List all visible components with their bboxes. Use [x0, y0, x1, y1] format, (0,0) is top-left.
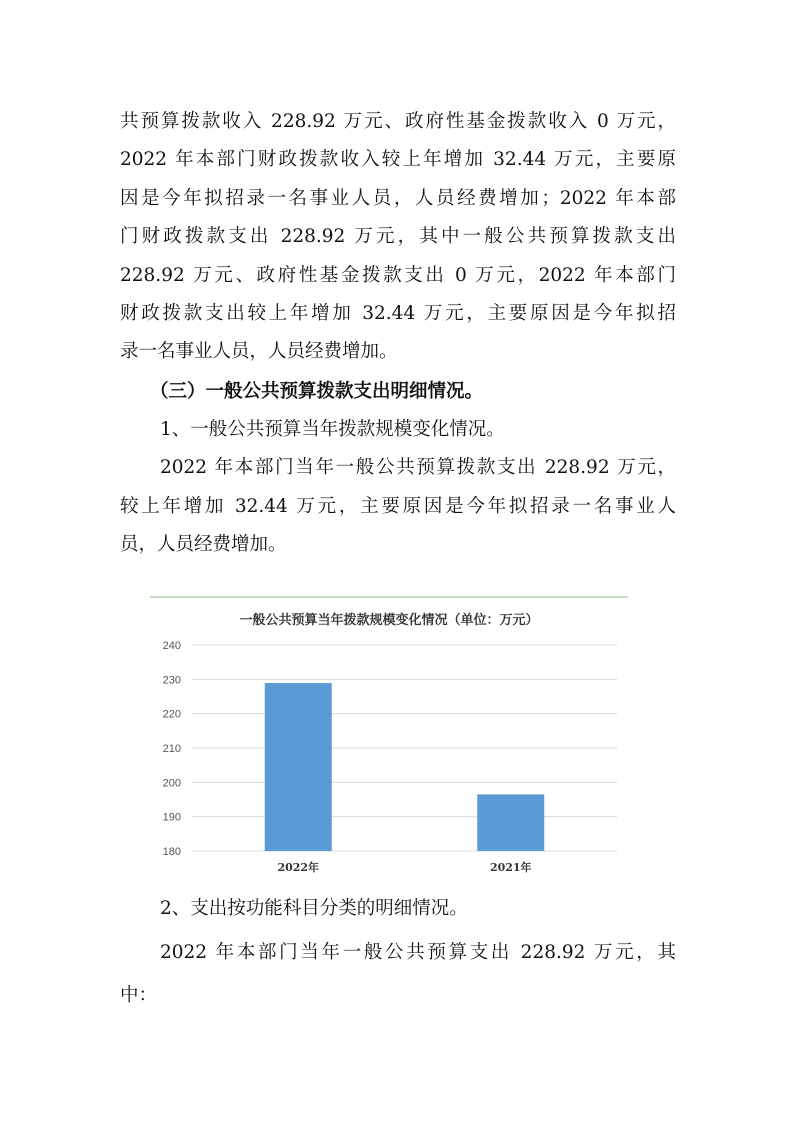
- body-line: 2022 年本部门财政拨款收入较上年增加 32.44 万元，主要原: [120, 149, 676, 170]
- body-line: 共预算拨款收入 228.92 万元、政府性基金拨款收入 0 万元，: [120, 111, 676, 132]
- body-line: 财政拨款支出较上年增加 32.44 万元，主要原因是今年拟招: [120, 303, 676, 324]
- y-tick-label: 190: [162, 811, 181, 824]
- body-line: 门财政拨款支出 228.92 万元，其中一般公共预算拨款支出: [120, 226, 676, 247]
- y-tick-label: 180: [162, 846, 181, 858]
- subheading: 2、支出按功能科目分类的明细情况。: [160, 898, 468, 919]
- y-tick-label: 230: [162, 674, 181, 687]
- y-tick-label: 220: [162, 708, 181, 721]
- x-tick-label: 2021年: [489, 861, 532, 874]
- bar-2021年: [477, 794, 544, 851]
- body-line: 较上年增加 32.44 万元，主要原因是今年拟招录一名事业人: [120, 496, 676, 517]
- y-tick-label: 210: [162, 743, 181, 755]
- body-line: 员，人员经费增加。: [120, 534, 287, 555]
- y-tick-label: 240: [162, 640, 181, 652]
- y-tick-label: 200: [162, 777, 181, 790]
- section-heading: （三）一般公共预算拨款支出明细情况。: [150, 381, 484, 402]
- body-line: 228.92 万元、政府性基金拨款支出 0 万元，2022 年本部门: [120, 265, 676, 286]
- body-line: 中：: [120, 985, 158, 1006]
- x-tick-label: 2022年: [277, 861, 320, 874]
- body-line: 因是今年拟招录一名事业人员，人员经费增加；2022 年本部: [120, 188, 676, 209]
- subheading: 1、一般公共预算当年拨款规模变化情况。: [160, 419, 505, 440]
- chart-title: 一般公共预算当年拨款规模变化情况（单位：万元）: [239, 613, 539, 628]
- bar-chart: [150, 594, 628, 884]
- body-line: 2022 年本部门当年一般公共预算支出 228.92 万元，其: [160, 942, 676, 963]
- bar-2022年: [265, 683, 332, 851]
- body-line: 2022 年本部门当年一般公共预算拨款支出 228.92 万元，: [160, 457, 676, 478]
- body-line: 录一名事业人员，人员经费增加。: [120, 341, 398, 362]
